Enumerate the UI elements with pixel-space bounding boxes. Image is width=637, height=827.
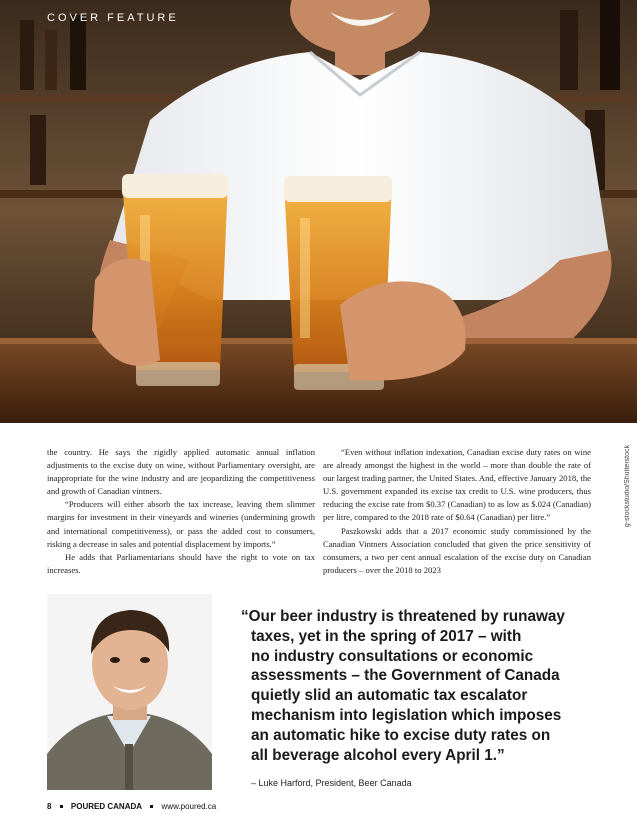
page-footer xyxy=(47,802,216,811)
man-portrait-illustration xyxy=(47,594,212,790)
quote-line: quietly slid an automatic tax escalator xyxy=(251,687,528,705)
bullet-icon xyxy=(150,805,153,808)
photo-credit: g-stockstudio/Shutterstock xyxy=(624,445,631,528)
paragraph: the country. He says the rigidly applied automatic annual inflation adjustments to the excise duty on wine, without Parliamentary oversight, are inappropriate for the wine industry and are jeopardizing the competitiveness and growth of Canadian vintners. xyxy=(47,447,315,497)
paragraph: He adds that Parliamentarians should have the right to vote on tax increases. xyxy=(47,551,315,575)
quote-line: no industry consultations or economic xyxy=(251,647,534,665)
pull-quote xyxy=(241,607,591,765)
page-number: 8 xyxy=(47,802,52,811)
quote-line: taxes, yet in the spring of 2017 – with xyxy=(251,627,522,645)
portrait-photo xyxy=(47,594,212,790)
section-label: COVER FEATURE xyxy=(47,12,179,24)
paragraph: Paszkowski adds that a 2017 economic study commissioned by the Canadian Vintners Association concluded that given the price sensitivity of consumers, a two per cent annual escalation of the excise duty on Canadian producers – over the 2018 to 2023 xyxy=(323,525,591,575)
paragraph: “Even without inflation indexation, Canadian excise duty rates on wine are already amongst the highest in the world – more than double the rate of our largest trading partner, the United States. And, effective January 2018, the U.S. government expanded its excise tax credit to U.S. wine producers, thus reducing the excise rate from $0.37 (Canadian) to as low as $.024 (Canadian) per litre, compared to the 2018 rate of $0.64 (Canadian) per litre.” xyxy=(323,447,591,523)
paragraph: “Producers will either absorb the tax increase, leaving them slimmer margins for investment in their vineyards and wineries (undermining growth and international competitiveness), or pass the added cost to consumers, risking a decrease in sales and potential displacement by imports.” xyxy=(47,499,315,549)
article-column-2 xyxy=(323,446,591,577)
quote-line: all beverage alcohol every April 1.” xyxy=(251,746,505,764)
quote-line: “Our beer industry is threatened by runaway xyxy=(241,608,565,625)
quote-attribution: – Luke Harford, President, Beer Canada xyxy=(251,778,412,788)
website-link[interactable]: www.poured.ca xyxy=(161,802,217,811)
quote-line: an automatic hike to excise duty rates on xyxy=(251,726,551,744)
bullet-icon xyxy=(60,805,63,808)
magazine-name: POURED CANADA xyxy=(70,802,143,811)
quote-line: mechanism into legislation which imposes xyxy=(251,706,562,724)
article-column-1 xyxy=(47,446,315,577)
quote-line: assessments – the Government of Canada xyxy=(251,667,560,685)
